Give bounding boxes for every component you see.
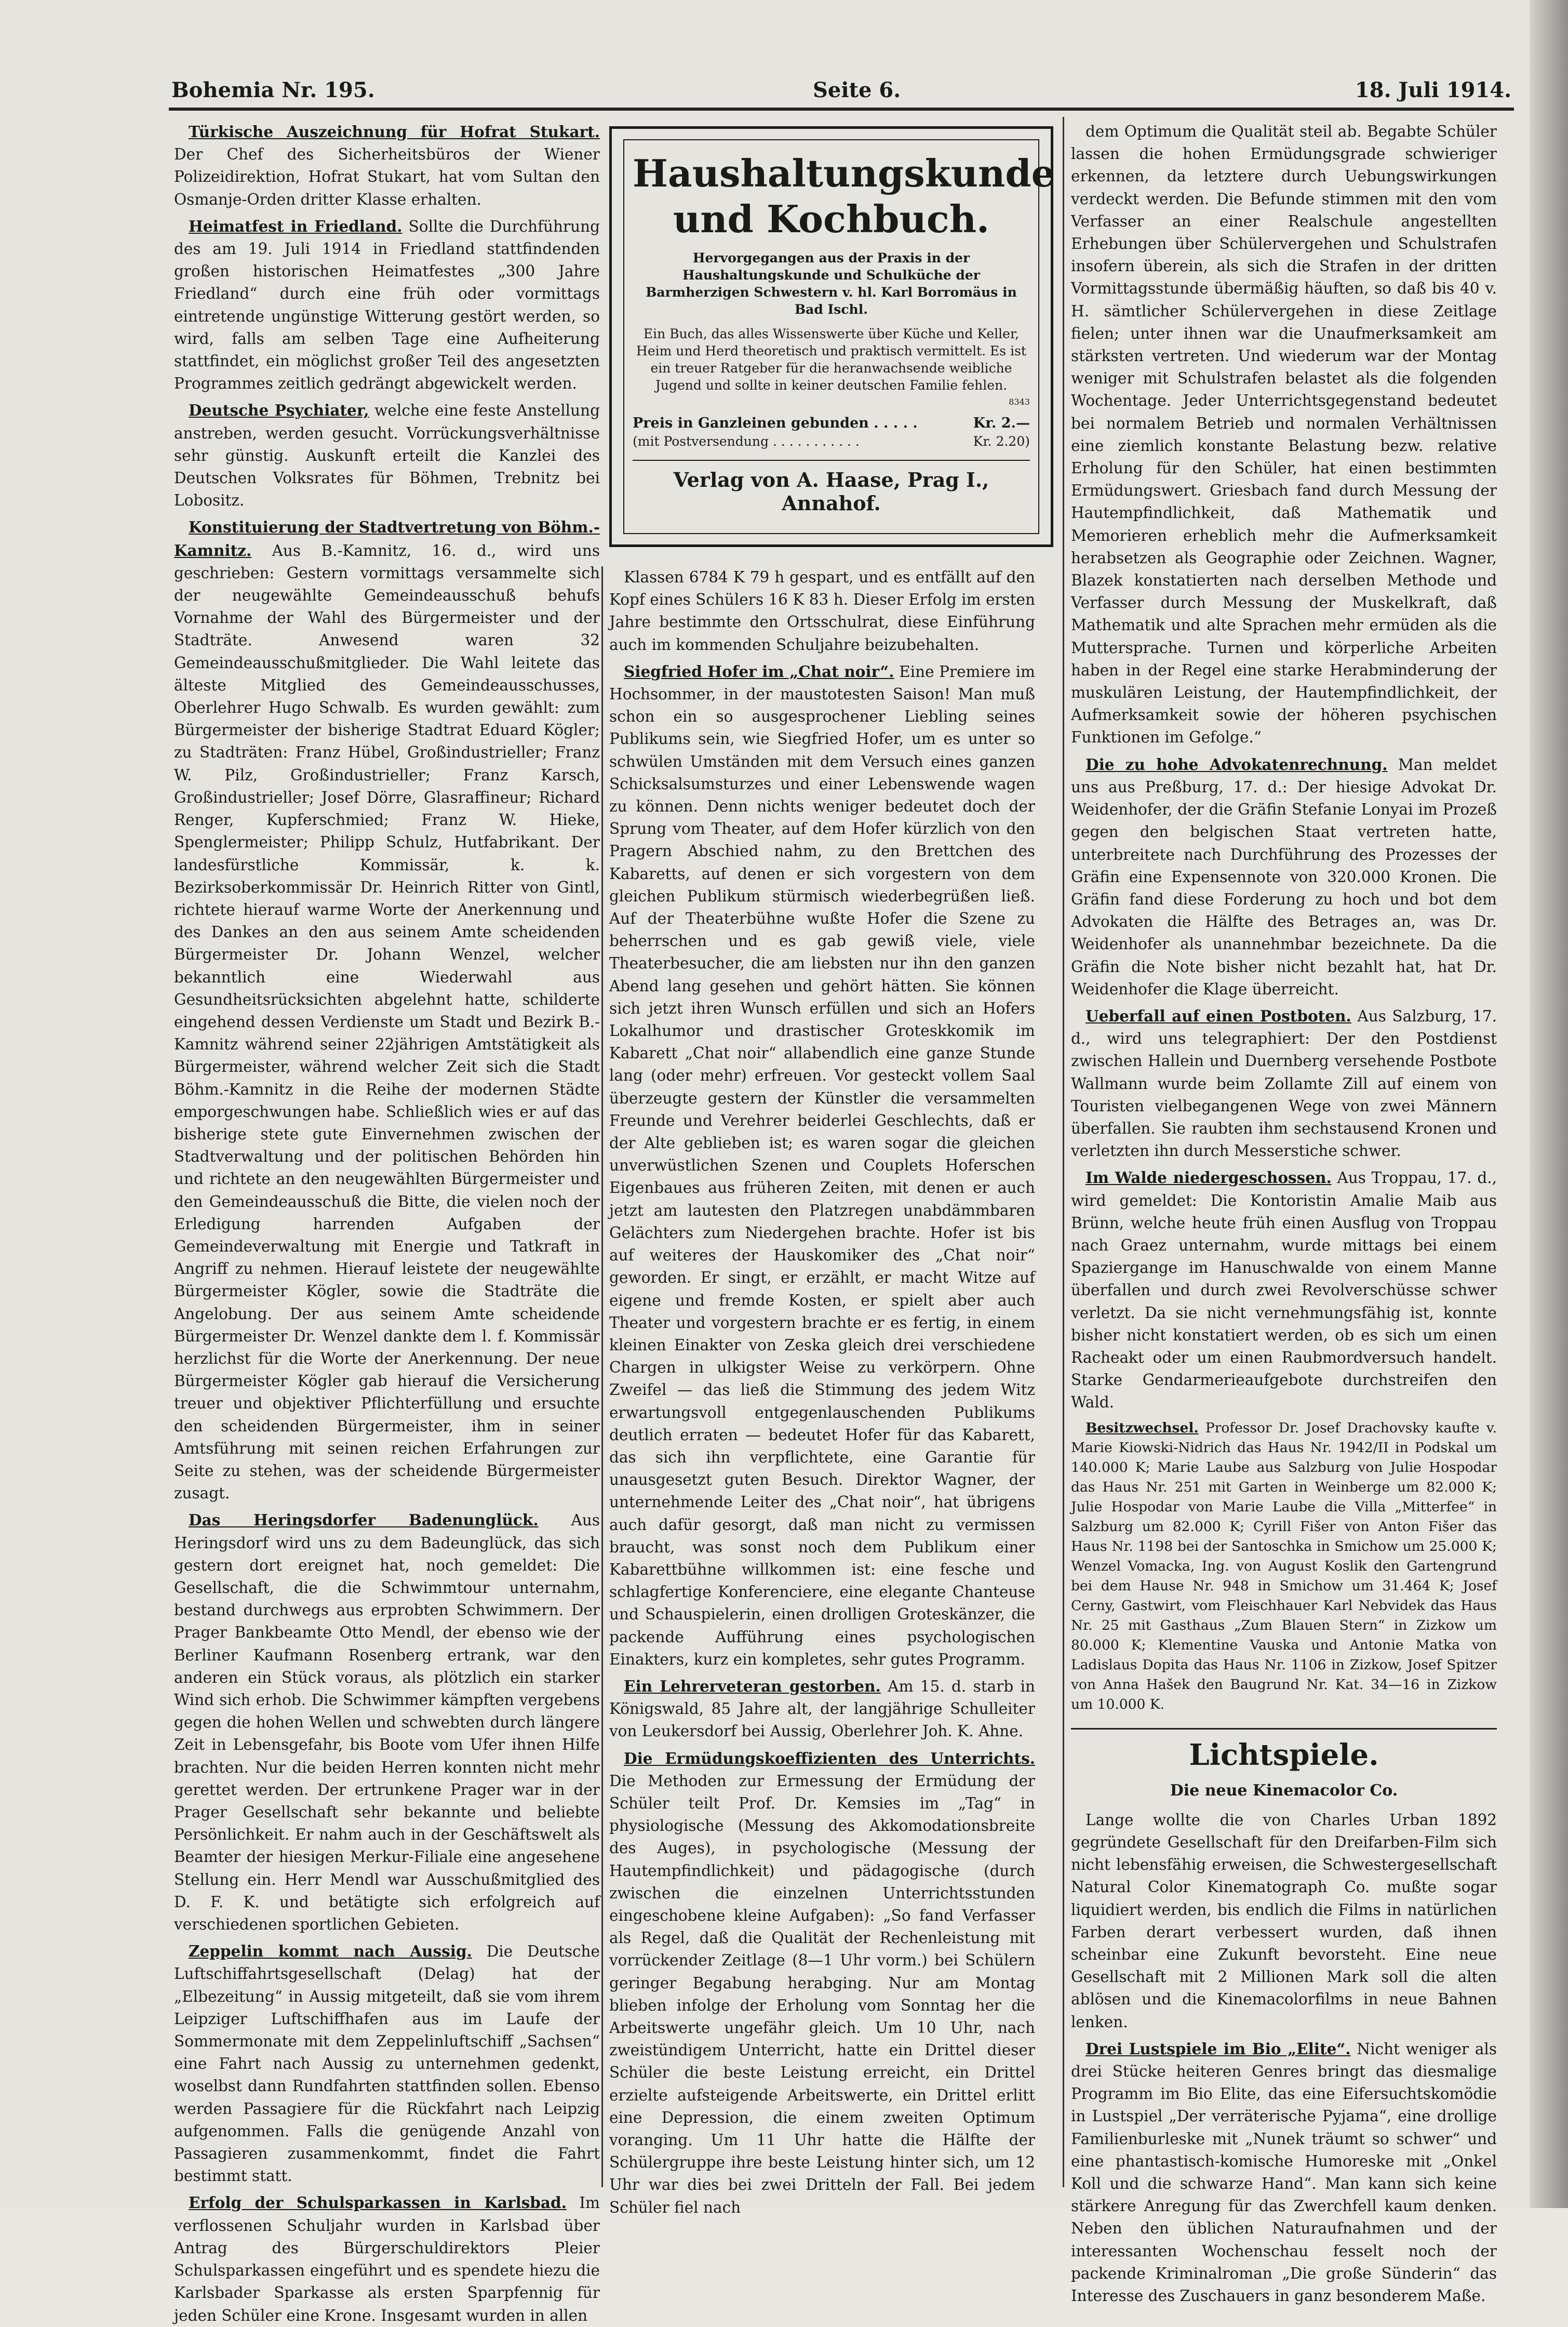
article — [609, 566, 1035, 656]
header-rule — [169, 108, 1514, 111]
lichtspiele-subheading: Die neue Kinemacolor Co. — [1170, 1781, 1398, 1800]
column-3-articles — [1071, 121, 1497, 1714]
column-divider — [601, 566, 603, 2187]
bio-elite-article — [1071, 2038, 1497, 2307]
article-body: Sollte die Durchführung des am 19. Juli 1914 in Friedland stattfindenden großen historischen Heimatfestes „300 Jahre Friedland“ durch eine früh oder vormittags eintretende ungünstige Witterung gestört werden, so wird, falls am selben Tage eine Aufheiterung stattfindet, ein möglichst großer Teil des angesetzten Programmes zeitlich gedrängt abgewickelt werden. — [174, 217, 600, 393]
article-heading: Erfolg der Schulsparkassen in Karlsbad. — [189, 2193, 567, 2212]
ad-price-row — [633, 414, 1030, 433]
ad-publisher: Verlag von A. Haase, Prag I., Annahof. — [633, 460, 1030, 515]
article-heading: Besitzwechsel. — [1085, 1419, 1199, 1436]
article-body: Klassen 6784 K 79 h gespart, und es entfällt auf den Kopf eines Schülers 16 K 83 h. Dieser Erfolg im ersten Jahre bestimmte den Ortsschulrat, diese Einführung auch im kommenden Schuljahre beizubehalten. — [609, 568, 1035, 654]
article-body: Die Deutsche Luftschiffahrtsgesellschaft (Delag) hat der „Elbezeitung“ in Aussig mitgeteilt, daß sie vom ihrem Leipziger Luftschiffhafen aus im Laufe der Sommermonate mit dem Zeppelinluftschiff „Sachsen“ eine Fahrt nach Aussig zu unternehmen gedenkt, woselbst dann Rundfahrten stattfinden sollen. Ebenso werden Passagiere für die Rückfahrt nach Leipzig aufgenommen. Falls die genügende Anzahl von Passagieren zusammenkommt, findet die Fahrt bestimmt statt. — [174, 1943, 600, 2185]
ad-price-value: Kr. 2.— — [973, 415, 1030, 431]
article — [174, 121, 600, 211]
article-heading: Heimatfest in Friedland. — [189, 217, 403, 235]
article-body: Aus Troppau, 17. d., wird gemeldet: Die Kontoristin Amalie Maib aus Brünn, welche heute früh einen Ausflug von Troppau nach Graez unternahm, wurde mittags bei einem Spaziergange im Hanuschwalde von einem Manne überfallen und durch zwei Revolverschüsse schwer verletzt. Da sie nicht vernehmungsfähig ist, konnte bisher nicht konstatiert werden, ob es sich um einen Racheakt oder um einen Raubmordversuch handelt. Starke Gendarmerieaufgebote durchstreifen den Wald. — [1071, 1169, 1497, 1412]
article-heading: Türkische Auszeichnung für Hofrat Stukart. — [189, 123, 600, 141]
article-heading: Konstituierung der Stadtvertretung von Böhm.-Kamnitz. — [174, 518, 600, 560]
page-edge-shadow — [1530, 0, 1568, 2208]
article — [174, 1509, 600, 1936]
article — [174, 516, 600, 1505]
article — [609, 1675, 1035, 1743]
article — [174, 2191, 600, 2326]
ad-price-postal-label: (mit Postversendung . . . . . . . . . . . — [633, 434, 860, 449]
header-date: 18. Juli 1914. — [1355, 78, 1511, 102]
article-heading: Zeppelin kommt nach Aussig. — [189, 1942, 472, 1961]
article-heading: Die Ermüdungskoeffizienten des Unterrichts. — [624, 1749, 1035, 1767]
article — [609, 660, 1035, 1671]
article-body: Am 15. d. starb in Königswald, 85 Jahre alt, der langjährige Schulleiter von Leukersdorf bei Aussig, Oberlehrer Joh. K. Ahne. — [609, 1677, 1035, 1740]
ad-price-label: Preis in Ganzleinen gebunden . . . . . — [633, 415, 918, 431]
article-body: Der Chef des Sicherheitsbüros der Wiener Polizeidirektion, Hofrat Stukart, hat vom Sultan den Osmanje-Orden dritter Klasse erhalten. — [174, 145, 600, 208]
ad-code: 8343 — [1009, 397, 1030, 407]
article — [1071, 753, 1497, 1001]
article-body: dem Optimum die Qualität steil ab. Begabte Schüler lassen die hohen Ermüdungsgrade schwieriger erkennen, da letztere durch Uebungswirkungen verdeckt werden. Die Befunde stimmen mit den vom Verfasser an einer Realschule angestellten Erhebungen über Schülervergehen und Schulstrafen insofern überein, als sich die Strafen in der dritten Vormittagsstunde übermäßig häuften, so daß bis 40 v. H. sämtlicher Schülervergehen in diese Zeitlage fielen; unter ihnen war die Unaufmerksamkeit am stärksten vertreten. Und wiederum war der Montag weniger mit Schulstrafen belastet als die folgenden Wochentage. Jeder Unterrichtsgegenstand bedeutet bei normalem Betrieb und normalen Verhältnissen eine ziemlich konstante Belastung bezw. relative Erholung für den Schüler, hat einen bestimmten Ermüdungswert. Griesbach fand durch Messung der Hautempfindlichkeit, daß Mathematik und Memorieren erheblich mehr die Aufmerksamkeit herabsetzen als Geographie oder Zeichnen. Wagner, Blazek konstatierten nach derselben Methode und Verfasser durch Messung der Muskelkraft, daß Mathematik und alte Sprachen mehr ermüden als die Muttersprache. Turnen und körperliche Arbeiten haben in der Regel eine starke Herabminderung der muskulären Leistung, der Hautempfindlichkeit, der Aufmerksamkeit sowie der höheren psychischen Funktionen im Gefolge.“ — [1071, 123, 1497, 747]
ad-price-postal-value: Kr. 2.20) — [973, 434, 1030, 449]
article-heading: Ueberfall auf einen Postboten. — [1085, 1006, 1351, 1025]
column-2 — [609, 566, 1035, 2216]
article — [174, 399, 600, 512]
article-body: Aus Heringsdorf wird uns zu dem Badeunglück, das sich gestern dort ereignet hat, noch gemeldet: Die Gesellschaft, die die Schwimmtour unternahm, bestand durchwegs aus erprobten Schwimmern. Der Prager Bankbeamte Otto Mendl, der ebenso wie der Berliner Kaufmann Rosenberg ertrank, war den anderen ein Stück voraus, als plötzlich ein starker Wind sich erhob. Die Schwimmer kämpften vergebens gegen die hohen Wellen und schwebten durch längere Zeit in Lebensgefahr, bis Boote vom Ufer ihnen Hilfe brachten. Nur die beiden Herren konnten nicht mehr gerettet werden. Der ertrunkene Prager war in der Prager Gesellschaft sehr bekannte und beliebte Persönlichkeit. Er nahm auch in der Geschäftswelt als Beamter der hiesigen Merkur-Filiale eine angesehene Stellung ein. Herr Mendl war Ausschußmitglied des D. F. K. und betätigte sich erfolgreich auf verschiedenen sportlichen Gebieten. — [174, 1511, 600, 1934]
header-newspaper-issue: Bohemia Nr. 195. — [171, 78, 375, 102]
article-heading: Ein Lehrerveteran gestorben. — [624, 1677, 881, 1695]
article-body: Die Methoden zur Ermessung der Ermüdung der Schüler teilt Prof. Dr. Kemsies im „Tag“ in physiologische (Messung des Akkomodationsbreite des Auges), in psychologische (Messung der Hautempfindlichkeit) und pädagogische (durch zwischen die einzelnen Unterrichtsstunden eingeschobene kleine Aufgaben): „So fand Verfasser als Regel, daß die Qualität der Rechenleistung mit vorrückender Zeitlage (8—1 Uhr vorm.) bei Schülern geringer Begabung herabging. Nur am Montag blieben infolge der Erholung vom Sonntag her die Arbeitswerte ungefähr gleich. Um 10 Uhr, nach zweistündigem Unterricht, hatte ein Drittel dieser Schüler die beste Leistung erreicht, ein Drittel erzielte aufsteigende Arbeitswerte, ein Drittel erlitt eine Depression, die einem zweiten Optimum voranging. Um 11 Uhr hatte die Hälfte der Schülergruppe ihre beste Leistung hinter sich, um 12 Uhr war dies bei zwei Dritteln der Fall. Bei jedem Schüler fiel nach — [609, 1772, 1035, 2216]
article — [1071, 1005, 1497, 1162]
article-heading: Drei Lustspiele im Bio „Elite“. — [1085, 2039, 1351, 2058]
kinemacolor-article: Lange wollte die von Charles Urban 1892 gegründete Gesellschaft für den Dreifarben-Film sich nicht lebensfähig erweisen, die Schwestergesellschaft Natural Color Kinematograph Co. mußte sogar liquidiert werden, bis endlich die Films in natürlichen Farben derart verbessert wurden, daß ihnen scheinbar eine Zukunft bevorsteht. Eine neue Gesellschaft mit 2 Millionen Mark soll die alten ablösen und die Kinemacolorfilms in neue Bahnen lenken. — [1071, 1811, 1497, 2031]
article-heading: Die zu hohe Advokatenrechnung. — [1085, 755, 1388, 774]
book-advertisement — [609, 126, 1053, 547]
article-body: Man meldet uns aus Preßburg, 17. d.: Der hiesige Advokat Dr. Weidenhofer, der die Gräfin Stefanie Lonyai im Prozeß gegen den belgischen Staat vertreten hatte, unterbreitete nach Durchführung des Prozesses der Gräfin eine Expensennote von 320.000 Kronen. Die Gräfin fand diese Forderung zu hoch und bot dem Advokaten die Hälfte des Betrages an, was Dr. Weidenhofer als unannehmbar bezeichnete. Da die Gräfin die Note bisher nicht bezahlt hat, hat Dr. Weidenhofer die Klage überreicht. — [1071, 755, 1497, 998]
article-body: Professor Dr. Josef Drachovsky kaufte v. Marie Kiowski-Nidrich das Haus Nr. 1942/II in Podskal um 140.000 K; Marie Laube aus Salzburg von Julie Hospodar das Haus Nr. 251 mit Garten in Weinberge um 82.000 K; Julie Hospodar von Marie Laube die Villa „Mitterfee“ in Salzburg um 82.000 K; Cyrill Fišer von Anton Fišer das Haus Nr. 1198 bei der Santoschka in Smichow um 25.000 K; Wenzel Vomacka, Ing. von August Koslik den Gartengrund bei dem Hause Nr. 948 in Smichow um 31.464 K; Josef Cerny, Gastwirt, vom Fleischhauer Karl Nebvidek das Haus Nr. 25 mit Gasthaus „Zum Blauen Stern“ in Zizkow um 80.000 K; Klementine Vauska und Antonie Matka von Ladislaus Dopita das Haus Nr. 1106 in Zizkow, Josef Spitzer von Anna Hašek den Baugrund Nr. Kat. 34—16 in Zizkow um 10.000 K. — [1071, 1419, 1497, 1712]
article-body: Im verflossenen Schuljahr wurden in Karlsbad über Antrag des Bürgerschuldirektors Pleier Schulsparkassen eingeführt und es spendete hiezu die Karlsbader Sparkasse als ersten Sparpfennig für jeden Schüler eine Krone. Insgesamt wurden in allen — [174, 2194, 600, 2324]
ad-origin: Hervorgegangen aus der Praxis in der Haushaltungskunde und Schulküche der Barmherzigen Schwestern v. hl. Karl Borromäus in Bad Ischl. — [646, 250, 1017, 317]
article-body: welche eine feste Anstellung anstreben, werden gesucht. Vorrückungsverhältnisse sehr günstig. Auskunft erteilt die Kanzlei des Deutschen Volksrates für Böhmen, Trebnitz bei Lobositz. — [174, 402, 600, 510]
column-3 — [1071, 121, 1497, 2305]
article-body: Aus B.-Kamnitz, 16. d., wird uns geschrieben: Gestern vormittags versammelte sich der neugewählte Gemeindeausschuß behufs Vornahme der Wahl des Bürgermeister und der Stadträte. Anwesend waren 32 Gemeindeausschußmitglieder. Die Wahl leitete das älteste Mitglied des Gemeindeausschusses, Oberlehrer Hugo Schwalb. Es wurden gewählt: zum Bürgermeister der bisherige Stadtrat Eduard Kögler; zu Stadträten: Franz Hübel, Großindustrieller; Franz W. Pilz, Großindustrieller; Franz Karsch, Großindustrieller; Josef Dörre, Glasraffineur; Richard Renger, Kupferschmied; Franz W. Hieke, Spenglermeister; Philipp Schulz, Hutfabrikant. Der landesfürstliche Kommissär, k. k. Bezirksoberkommissär Dr. Heinrich Ritter von Gintl, richtete hierauf warme Worte der Anerkennung und des Dankes an den aus seinem Amte scheidenden Bürgermeister Dr. Johann Wenzel, welcher bekanntlich eine Wiederwahl aus Gesundheitsrücksichten abgelehnt hatte, schilderte eingehend dessen Verdienste um Stadt und Bezirk B.-Kamnitz während seiner 22jährigen Amtstätigkeit als Bürgermeister, während welcher Zeit sich die Stadt Böhm.-Kamnitz in die Reihe der modernen Städte emporgeschwungen habe. Schließlich wies er auf das bisherige stete gute Einvernehmen zwischen der Stadtverwaltung und der politischen Behörden hin und richtete an den neugewählten Bürgermeister und den Gemeindeausschuß die Bitte, die vielen noch der Erledigung harrenden Aufgaben der Gemeindeverwaltung mit Energie und Tatkraft in Angriff zu nehmen. Hierauf leistete der neugewählte Bürgermeister Kögler, sowie die Stadträte die Angelobung. Der aus seinem Amte scheidende Bürgermeister Dr. Wenzel dankte dem l. f. Kommissär herzlichst für die Worte der Anerkennung. Der neue Bürgermeister Kögler gab hierauf die Versicherung treuer und objektiver Pflichterfüllung und ersuchte den scheidenden Bürgermeister, ihm in seiner Amtsführung mit seinen reichen Erfahrungen zur Seite zu stehen, was der scheidende Bürgermeister zusagt. — [174, 541, 600, 1502]
page-header — [171, 78, 1511, 109]
ad-description: Ein Buch, das alles Wissenswerte über Küche und Keller, Heim und Herd theoretisch und praktisch vermittelt. Es ist ein treuer Ratgeber für die heranwachsende weibliche Jugend und sollte in keiner deutschen Familie fehlen. — [636, 326, 1026, 393]
lichtspiele-heading: Lichtspiele. — [1071, 1728, 1497, 1773]
article — [1071, 121, 1497, 749]
ad-price-postal-row — [633, 433, 1030, 450]
header-page-number: Seite 6. — [813, 78, 901, 102]
article-heading: Siegfried Hofer im „Chat noir“. — [624, 662, 894, 681]
article-heading: Deutsche Psychiater, — [189, 401, 369, 420]
column-divider — [1063, 117, 1064, 2187]
article — [174, 1940, 600, 2187]
article — [1071, 1418, 1497, 1714]
article-body: Aus Salzburg, 17. d., wird uns telegraphiert: Der den Postdienst zwischen Hallein und Duernberg versehende Postbote Wallmann wurde beim Zollamte Zill auf einem von Touristen vielbegangenen Wege von zwei Männern überfallen. Sie raubten ihm sechstausend Kronen und verletzten ihn durch Messerstiche schwer. — [1071, 1007, 1497, 1160]
article — [609, 1747, 1035, 2219]
article — [1071, 1166, 1497, 1414]
article-body: Eine Premiere im Hochsommer, in der maustotesten Saison! Man muß schon ein so ausgesprochener Liebling seines Publikums sein, wie Siegfried Hofer, um es unter so schwülen Umständen mit dem Versuch eines ganzen Schicksalsumsturzes und einer Lebenswende wagen zu können. Denn nichts weniger bedeutet doch der Sprung vom Theater, auf dem Hofer kürzlich von den Pragern Abschied nahm, zu den Brettchen des Kabaretts, auf denen er sich vorgestern von dem gleichen Publikum stürmisch wiederbegrüßen ließ. Auf der Theaterbühne wußte Hofer die Szene zu beherrschen und es gab gewiß viele, viele Theaterbesucher, die am liebsten nur ihn den ganzen Abend lang gesehen und gehört hätten. Sie können sich jetzt ihren Wunsch erfüllen und sich an Hofers Lokalhumor und drastischer Groteskkomik im Kabarett „Chat noir“ allabendlich eine ganze Stunde lang (oder mehr) erfreuen. Vor gesteckt vollem Saal überzeugte gestern der Künstler die versammelten Freunde und Verehrer beiderlei Geschlechts, daß er der Alte geblieben ist; es waren sogar die gleichen unverwüstlichen Szenen und Couplets Hoferschen Eigenbaues aus früheren Zeiten, mit denen er auch jetzt am lautesten den Platzregen unabdämmbaren Gelächters zum Niedergehen brachte. Hofer ist bis auf weiteres der Hauskomiker des „Chat noir“ geworden. Er singt, er erzählt, er macht Witze auf eigene und fremde Kosten, er spielt aber auch Theater und vorgestern brachte er es fertig, in einem kleinen Einakter von Zeska gleich drei verschiedene Chargen in ulkigster Weise zu verkörpern. Ohne Zweifel — das ließ die Stimmung des jedem Witz erwartungsvoll entgegenlauschenden Publikums deutlich erraten — bedeutet Hofer für das Kabarett, das sich ihn verpflichtete, eine Garantie für unausgesetzt guten Besuch. Direktor Wagner, der unternehmende Leiter des „Chat noir“, hat übrigens auch dafür gesorgt, daß man nicht zu vermissen braucht, was sonst noch dem Publikum einer Kabarettbühne willkommen ist: eine fesche und schlagfertige Konferenciere, eine elegante Chanteuse und Schauspielerin, einen drolligen Groteskänzer, die packende Aufführung eines psychologischen Einakters, kurz ein kompletes, sehr gutes Programm. — [609, 662, 1035, 1668]
ad-title: Haushaltungskunde und Kochbuch. — [633, 151, 1055, 241]
article-heading: Das Heringsdorfer Badenunglück. — [189, 1511, 539, 1530]
column-1 — [174, 121, 600, 2324]
article-heading: Im Walde niedergeschossen. — [1085, 1168, 1332, 1187]
article-body: Nicht weniger als drei Stücke heiteren Genres bringt das diesmalige Programm im Bio Elite, das eine Eifersuchtskomödie in Lustspiel „Der verräterische Pyjama“, eine drollige Familienburleske mit „Nunek träumt so schwer“ und eine phantastisch-komische Humoreske mit „Onkel Koll und die schwarze Hand“. Man kann sich keine stärkere Anregung für das Zwerchfell kaum denken. Neben den üblichen Naturaufnahmen und der interessanten Wochenschau fesselt noch der packende Kriminalroman „Die große Sünderin“ das Interesse des Zuschauers in ganz besonderem Maße. — [1071, 2040, 1497, 2305]
article — [174, 215, 600, 395]
